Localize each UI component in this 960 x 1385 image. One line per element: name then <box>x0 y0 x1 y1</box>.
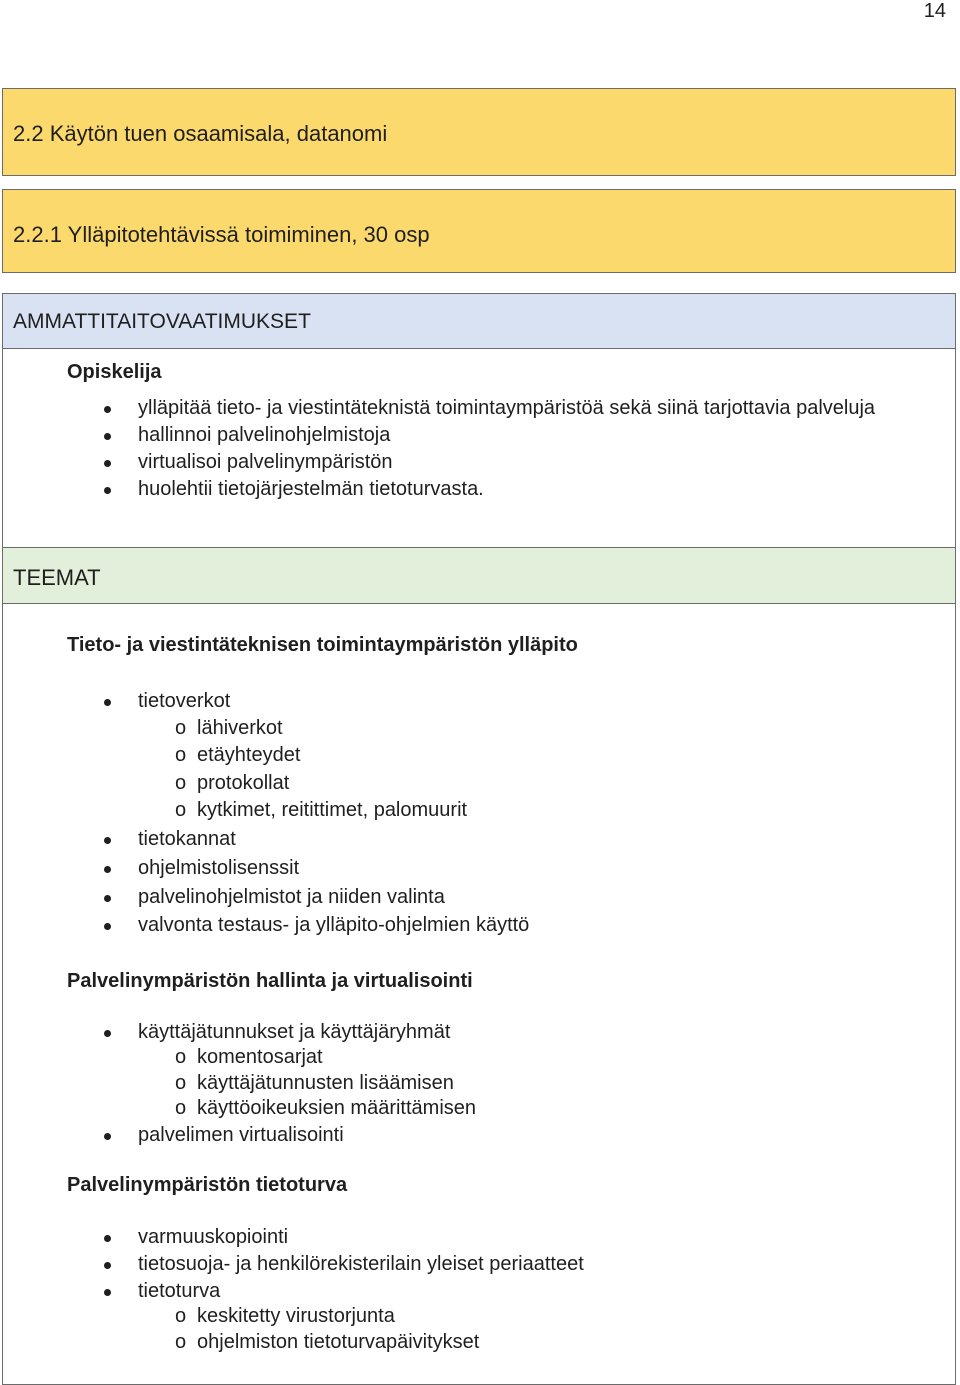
list-item <box>3 1280 903 1306</box>
sub-list-item-text: käyttöoikeuksien määrittämisen <box>197 1097 477 1119</box>
subsection-header <box>2 189 956 273</box>
sub-bullet-icon: o <box>175 799 187 821</box>
themes-header <box>2 547 956 604</box>
theme-title: Tieto- ja viestintäteknisen toimintaympäristön ylläpito <box>67 634 578 656</box>
sub-list-item <box>3 1305 903 1331</box>
sub-list-item <box>3 1072 903 1098</box>
themes-title: TEEMAT <box>13 565 101 590</box>
sub-list-item-text: käyttäjätunnusten lisäämisen <box>197 1072 454 1094</box>
list-item-text: valvonta testaus- ja ylläpito-ohjelmien käyttö <box>138 914 530 936</box>
list-item-text: käyttäjätunnukset ja käyttäjäryhmät <box>138 1021 451 1043</box>
list-item <box>3 1021 903 1047</box>
list-item-text: tietokannat <box>138 828 236 850</box>
bullet-icon <box>104 923 111 930</box>
list-item <box>3 1226 903 1252</box>
list-item <box>3 478 903 504</box>
sub-list-item <box>3 799 903 825</box>
sub-list-item-text: komentosarjat <box>197 1046 323 1068</box>
list-item <box>3 886 903 912</box>
bullet-icon <box>104 1262 111 1269</box>
list-item <box>3 424 903 450</box>
sub-list-item <box>3 1097 903 1123</box>
bullet-icon <box>104 487 111 494</box>
sub-list-item-text: lähiverkot <box>197 717 283 739</box>
bullet-icon <box>104 433 111 440</box>
page-number: 14 <box>923 0 946 22</box>
list-item-text: varmuuskopiointi <box>138 1226 289 1248</box>
requirements-body <box>2 349 956 547</box>
bullet-icon <box>104 1030 111 1037</box>
list-item <box>3 914 903 940</box>
requirements-header <box>2 293 956 349</box>
list-item-text: virtualisoi palvelinympäristön <box>138 451 393 473</box>
bullet-icon <box>104 866 111 873</box>
sub-list-item-text: etäyhteydet <box>197 744 301 766</box>
sub-list-item-text: ohjelmiston tietoturvapäivitykset <box>197 1331 480 1353</box>
theme-title: Palvelinympäristön hallinta ja virtualisointi <box>67 970 473 992</box>
list-item-text: tietoturva <box>138 1280 221 1302</box>
bullet-icon <box>104 406 111 413</box>
sub-bullet-icon: o <box>175 1305 187 1327</box>
list-item <box>3 397 903 423</box>
list-item-text: ylläpitää tieto- ja viestintäteknistä toimintaympäristöä sekä siinä tarjottavia palveluja <box>138 397 876 419</box>
sub-bullet-icon: o <box>175 717 187 739</box>
bullet-icon <box>104 1235 111 1242</box>
list-item-text: palvelinohjelmistot ja niiden valinta <box>138 886 445 908</box>
sub-list-item <box>3 744 903 770</box>
list-item <box>3 1253 903 1279</box>
sub-bullet-icon: o <box>175 772 187 794</box>
bullet-icon <box>104 1133 111 1140</box>
sub-list-item-text: keskitetty virustorjunta <box>197 1305 395 1327</box>
section-title: 2.2 Käytön tuen osaamisala, datanomi <box>13 121 388 146</box>
sub-bullet-icon: o <box>175 1046 187 1068</box>
list-item <box>3 690 903 716</box>
sub-bullet-icon: o <box>175 744 187 766</box>
theme-title: Palvelinympäristön tietoturva <box>67 1174 348 1196</box>
bullet-icon <box>104 895 111 902</box>
list-item-text: palvelimen virtualisointi <box>138 1124 344 1146</box>
section-header <box>2 88 956 176</box>
sub-list-item-text: protokollat <box>197 772 290 794</box>
list-item-text: ohjelmistolisenssit <box>138 857 300 879</box>
requirements-title: AMMATTITAITOVAATIMUKSET <box>13 310 311 333</box>
list-item-text: hallinnoi palvelinohjelmistoja <box>138 424 391 446</box>
list-item-text: huolehtii tietojärjestelmän tietoturvasta. <box>138 478 484 500</box>
sub-bullet-icon: o <box>175 1331 187 1353</box>
sub-list-item <box>3 717 903 743</box>
subsection-title: 2.2.1 Ylläpitotehtävissä toimiminen, 30 osp <box>13 222 430 247</box>
sub-list-item <box>3 1331 903 1357</box>
list-item <box>3 857 903 883</box>
sub-list-item <box>3 772 903 798</box>
list-item <box>3 1124 903 1150</box>
list-item <box>3 828 903 854</box>
bullet-icon <box>104 699 111 706</box>
list-item-text: tietoverkot <box>138 690 231 712</box>
sub-bullet-icon: o <box>175 1097 187 1119</box>
list-item <box>3 451 903 477</box>
bullet-icon <box>104 1289 111 1296</box>
sub-list-item-text: kytkimet, reitittimet, palomuurit <box>197 799 468 821</box>
bullet-icon <box>104 460 111 467</box>
list-item-text: tietosuoja- ja henkilörekisterilain yleiset periaatteet <box>138 1253 584 1275</box>
sub-list-item <box>3 1046 903 1072</box>
subject-label: Opiskelija <box>67 361 162 383</box>
bullet-icon <box>104 837 111 844</box>
themes-body <box>2 604 956 1385</box>
sub-bullet-icon: o <box>175 1072 187 1094</box>
